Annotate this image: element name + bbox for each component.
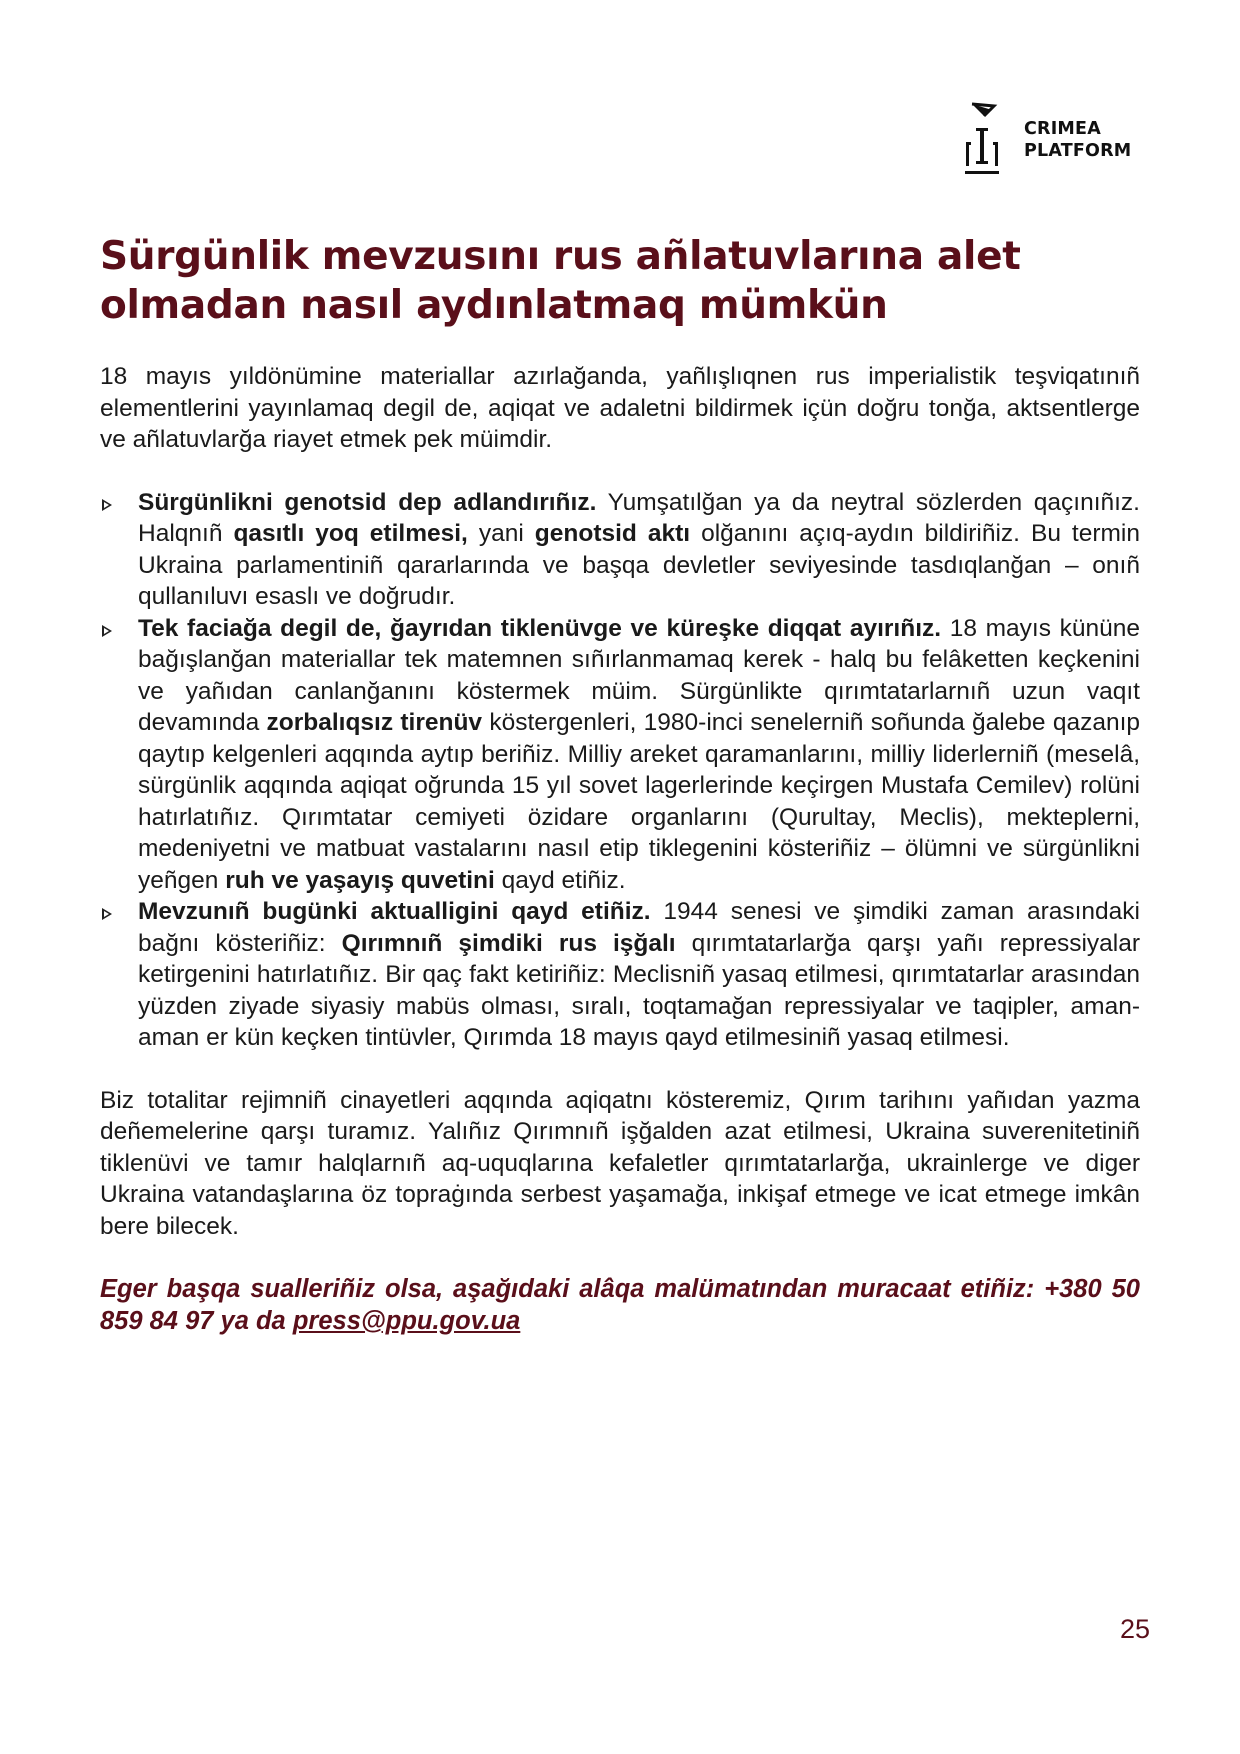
logo-text: [1024, 118, 1131, 162]
bullet-item: [100, 613, 1140, 897]
contact-paragraph: [100, 1273, 1140, 1337]
bullet-text: köstergenleri, 1980-inci senelerniñ soñunda ğalebe qazanıp qaytıp kelgenleri aqqında aytıp beriñiz. Milliy areket qaramanlarını, milliy liderlerniñ (meselâ, sürgünlik aqqında aqiqat oğrunda 15 yıl sovet lagerlerinde keçirgen Mustafa Cemilev) rolüni hatırlatıñız. Qırımtatar cemiyeti özidare organlarını (Qurultay, Meclis), mekteplerni, medeniyetni ve matbuat vastalarını nasıl etip tiklegenini kösteriñiz – ölümni ve sürgünlikni yeñgen: [138, 709, 1140, 894]
bullet-item: [100, 487, 1140, 613]
triangle-bullet-icon: [102, 625, 112, 637]
bullet-emphasis: zorbalıqsız tirenüv: [266, 709, 483, 736]
bullet-item: [100, 896, 1140, 1054]
bullet-heading: Tek faciağa degil de, ğayrıdan tiklenüvge ve küreşke diqqat ayırıñız.: [138, 614, 942, 642]
crimea-platform-logo: [962, 100, 1162, 176]
bullet-emphasis: genotsid aktı: [534, 520, 691, 547]
bullet-emphasis: qasıtlı yoq etilmesi,: [233, 520, 468, 547]
bullet-text: 1944 senesi ve şimdiki zaman arasındaki bağnı kösteriñiz:: [138, 898, 1140, 957]
page-number: 25: [1119, 1614, 1150, 1644]
logo-line-1: CRIMEA: [1024, 119, 1101, 139]
contact-text: Eger başqa sualleriñiz olsa, aşağıdaki alâqa malümatından muracaat etiñiz: +380 50 859 84 97 ya da: [100, 1275, 1140, 1335]
triangle-bullet-icon: [102, 499, 112, 511]
email-link[interactable]: press@ppu.gov.ua: [292, 1307, 521, 1335]
bullet-text: qırımtatarlarğa qarşı yañı repressiyalar ketirgenini hatırlatıñız. Bir qaç fakt ketiriñiz: Meclisniñ yasaq etilmesi, qırımtatarlar arasından yüzden ziyade siyasiy mabüs olması, sıralı, toqtamağan repressiyalar ve taqipler, aman-aman er kün keçken tintüvler, Qırımda 18 mayıs qayd etilmesiniñ yasaq etilmesi.: [138, 929, 1140, 1051]
bullet-emphasis: ruh ve yaşayış quvetini: [225, 866, 495, 894]
bullet-list: [100, 487, 1140, 1054]
crimea-platform-emblem-icon: [962, 100, 1022, 176]
logo-line-2: PLATFORM: [1024, 141, 1132, 161]
bullet-text: qayd etiñiz.: [494, 866, 626, 894]
bullet-text: 18 mayıs kününe bağışlanğan materiallar tek matemnen sıñırlanmamaq kerek - halq bu felâketten keçkenini ve yañıdan canlanğanını köstermek müim. Sürgünlikte qırımtatarlarnıñ uzun vaqıt devamında: [138, 614, 1140, 736]
bullet-emphasis: Qırımnıñ şimdiki rus işğalı: [341, 929, 676, 957]
triangle-bullet-icon: [102, 908, 112, 920]
closing-paragraph: Biz totalitar rejimniñ cinayetleri aqqında aqiqatnı kösteremiz, Qırım tarihını yañıdan yazma deñemelerine qarşı turamız. Yalıñız Qırımnıñ işğalden azat etilmesi, Ukraina suverenitetiniñ tiklenüvi ve tamır halqlarnıñ aq-uquqlarına kefaletler qırımtatarlarğa, ukrainlerge ve diger Ukraina vatandaşlarına öz topraġında serbest yaşamağa, inkişaf etmege ve icat etmege imkân bere bilecek.: [100, 1086, 1140, 1240]
page-title: Sürgünlik mevzusını rus añlatuvlarına alet olmadan nasıl aydınlatmaq mümkün: [100, 234, 1021, 328]
bullet-text: Yumşatılğan ya da neytral sözlerden qaçınıñız. Halqnıñ: [138, 488, 1140, 547]
bullet-heading: Mevzunıñ bugünki aktualligini qayd etiñiz.: [138, 898, 651, 925]
bullet-text: olğanını açıq-aydın bildiriñiz. Bu termin Ukraina parlamentiniñ qararlarında ve başqa devletler seviyesinde tasdıqlanğan – onıñ qullanıluvı esaslı ve doğrudır.: [138, 520, 1141, 610]
document-body: [100, 361, 1140, 1337]
intro-paragraph: 18 mayıs yıldönümine materiallar azırlağanda, yañlışlıqnen rus imperialistik teşviqatınıñ elementlerini yayınlamaq degil de, aqiqat ve adaletni bildirmek içün doğru tonğa, aktsentlerge ve añlatuvlarğa riayet etmek pek müimdir.: [100, 363, 1140, 453]
bullet-heading: Sürgünlikni genotsid dep adlandırıñız.: [138, 488, 597, 516]
bullet-text: yani: [467, 520, 535, 547]
